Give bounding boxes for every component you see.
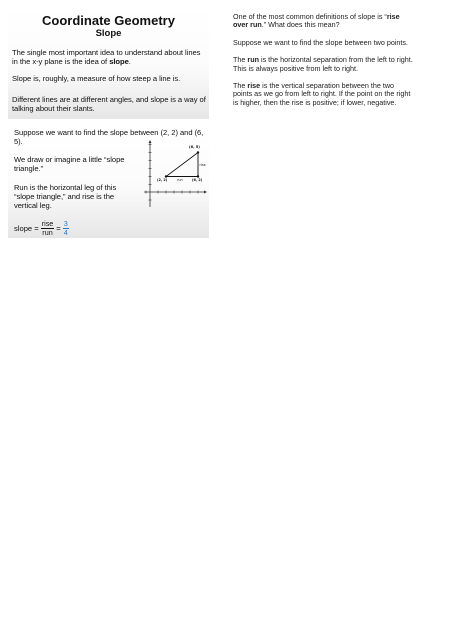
point-b-label: (6, 2) bbox=[192, 178, 203, 182]
intro-text: The single most important idea to understand about lines in the x-y plane is the idea of bbox=[12, 48, 201, 66]
slide-slope-triangle bbox=[8, 125, 209, 238]
value-numerator: 3 bbox=[63, 219, 68, 228]
note-definition-question: .” What does this mean? bbox=[261, 20, 340, 30]
note-definition-text: One of the most common definitions of slope is “ bbox=[233, 12, 387, 21]
note-rise-text: is the vertical separation between the two points as we go from left to right. If the point on the right is higher, then the rise is positive; if lower, negative. bbox=[233, 81, 411, 107]
steepness-paragraph: Slope is, roughly, a measure of how steep a line is. bbox=[12, 74, 181, 83]
value-denominator: 4 bbox=[63, 228, 68, 237]
note-definition bbox=[233, 13, 415, 30]
intro-period: . bbox=[128, 57, 131, 66]
example-paragraph: Suppose we want to find the slope between (2, 2) and (6, 5). bbox=[14, 128, 204, 146]
note-two-points: Suppose we want to find the slope between two points. bbox=[233, 37, 409, 47]
fraction-numerator: rise bbox=[41, 219, 54, 228]
point-a-label: (2, 2) bbox=[157, 178, 168, 182]
x-axis-arrow bbox=[204, 191, 207, 194]
slope-formula bbox=[14, 220, 69, 237]
point-c-dot bbox=[197, 151, 199, 153]
slope-triangle bbox=[166, 153, 198, 177]
slide-subtitle: Slope bbox=[95, 28, 122, 39]
slant-paragraph: Different lines are at different angles, and slope is a way of talking about their slants. bbox=[12, 95, 206, 113]
rise-over-run-term: rise over run bbox=[233, 12, 400, 30]
note-run bbox=[233, 56, 415, 73]
y-axis-arrow bbox=[149, 140, 152, 143]
lecture-notes bbox=[233, 13, 415, 116]
triangle-paragraph: We draw or imagine a little “slope triangle.” bbox=[14, 155, 125, 173]
slope-term: slope bbox=[109, 57, 129, 66]
fraction-denominator: run bbox=[42, 228, 53, 237]
note-rise bbox=[233, 82, 415, 107]
note-rise-prefix: The bbox=[233, 81, 248, 91]
run-label: run bbox=[177, 178, 183, 182]
point-c-label: (6, 5) bbox=[189, 145, 200, 149]
formula-label: slope = bbox=[14, 224, 39, 233]
slide-intro bbox=[8, 8, 209, 119]
rise-over-run-fraction bbox=[41, 220, 55, 237]
intro-paragraph bbox=[12, 48, 206, 66]
note-run-prefix: The bbox=[233, 55, 248, 65]
note-run-text: is the horizontal separation from the left to right. This is always positive from left to right. bbox=[233, 55, 413, 73]
run-term: run bbox=[247, 55, 259, 65]
rise-term: rise bbox=[247, 81, 261, 91]
formula-equals: = bbox=[56, 224, 61, 233]
slope-value-fraction bbox=[63, 220, 69, 237]
rise-label: rise bbox=[199, 163, 206, 167]
slope-triangle-graph bbox=[143, 139, 207, 209]
run-rise-paragraph: Run is the horizontal leg of this “slope triangle,” and rise is the vertical leg. bbox=[14, 183, 117, 210]
slide-title: Coordinate Geometry bbox=[42, 13, 175, 28]
